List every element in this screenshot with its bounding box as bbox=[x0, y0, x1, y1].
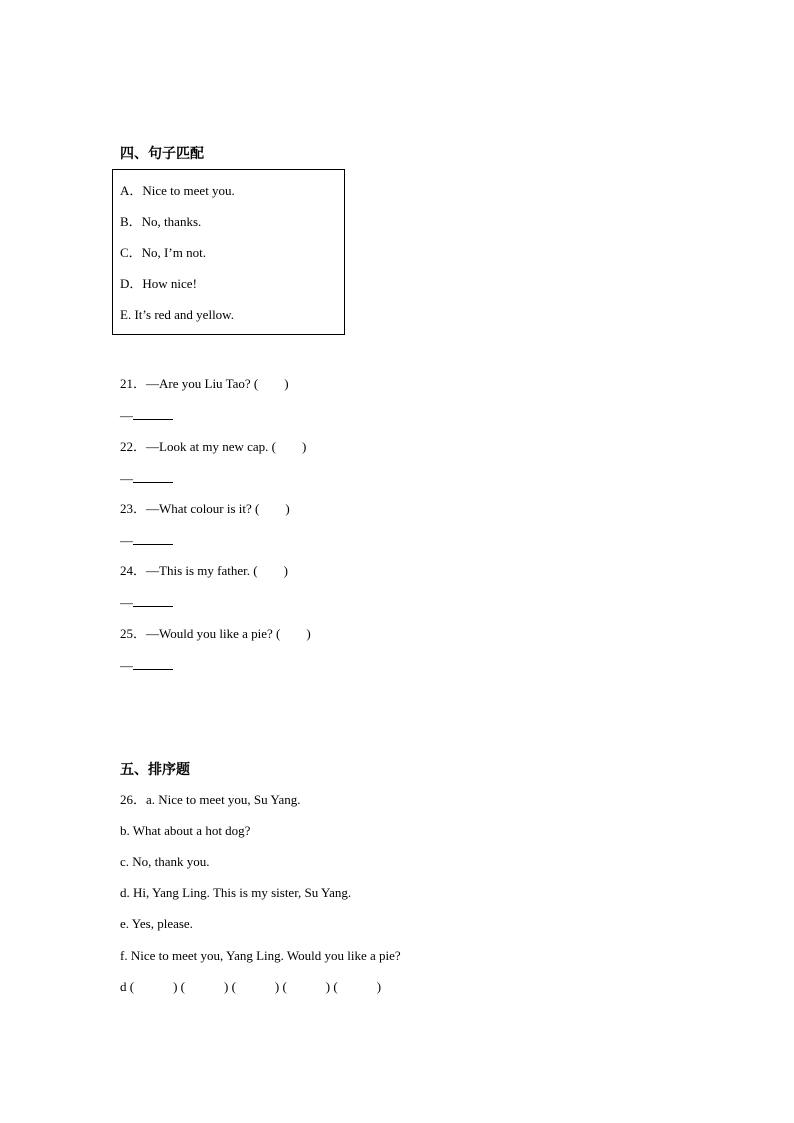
option-label: A． bbox=[120, 183, 143, 198]
answer-line-23[interactable] bbox=[120, 532, 173, 549]
option-label: D． bbox=[120, 276, 143, 291]
option-text: No, I’m not. bbox=[141, 245, 206, 260]
question-22 bbox=[120, 439, 306, 455]
question-number: 21． bbox=[120, 376, 147, 391]
option-label: E. bbox=[120, 307, 132, 322]
answer-dash: — bbox=[120, 471, 133, 486]
option-text: It’s red and yellow. bbox=[134, 307, 234, 322]
answer-line-25[interactable] bbox=[120, 657, 173, 674]
sentence-f: f. Nice to meet you, Yang Ling. Would you like a pie? bbox=[120, 948, 401, 963]
question-text: —What colour is it? ( ) bbox=[146, 501, 290, 516]
order-answer-line[interactable]: d ( ) ( ) ( ) ( ) ( ) bbox=[120, 979, 382, 994]
option-b bbox=[120, 214, 201, 230]
option-text: Nice to meet you. bbox=[142, 183, 235, 198]
option-a bbox=[120, 183, 235, 199]
question-number: 23． bbox=[120, 501, 147, 516]
sentence-c: c. No, thank you. bbox=[120, 854, 210, 869]
option-d bbox=[120, 276, 197, 292]
answer-dash: — bbox=[120, 533, 133, 548]
question-text: —Would you like a pie? ( ) bbox=[146, 626, 311, 641]
answer-dash: — bbox=[120, 658, 133, 673]
option-text: No, thanks. bbox=[141, 214, 202, 229]
question-text: —Look at my new cap. ( ) bbox=[146, 439, 307, 454]
answer-line-22[interactable] bbox=[120, 470, 173, 487]
option-c bbox=[120, 245, 206, 261]
option-e bbox=[120, 307, 234, 323]
section-5-heading: 五、排序题 bbox=[120, 762, 190, 778]
answer-blank[interactable] bbox=[133, 470, 173, 483]
question-number: 22． bbox=[120, 439, 147, 454]
answer-blank[interactable] bbox=[133, 594, 173, 607]
question-24 bbox=[120, 563, 288, 579]
answer-blank[interactable] bbox=[133, 532, 173, 545]
sentence-d: d. Hi, Yang Ling. This is my sister, Su Yang. bbox=[120, 885, 352, 900]
question-text: —This is my father. ( ) bbox=[146, 563, 288, 578]
sentence-b: b. What about a hot dog? bbox=[120, 823, 251, 838]
answer-dash: — bbox=[120, 595, 133, 610]
option-text: How nice! bbox=[142, 276, 197, 291]
question-number: 24． bbox=[120, 563, 147, 578]
answer-dash: — bbox=[120, 408, 133, 423]
answer-line-21[interactable] bbox=[120, 407, 173, 424]
question-25 bbox=[120, 626, 311, 642]
question-number: 25． bbox=[120, 626, 147, 641]
section-4-heading: 四、句子匹配 bbox=[120, 146, 204, 162]
sentence-e: e. Yes, please. bbox=[120, 916, 193, 931]
question-21 bbox=[120, 376, 289, 392]
option-label: B． bbox=[120, 214, 142, 229]
sentence-a: 26．a. Nice to meet you, Su Yang. bbox=[120, 792, 301, 807]
question-text: —Are you Liu Tao? ( ) bbox=[146, 376, 289, 391]
answer-blank[interactable] bbox=[133, 657, 173, 670]
option-label: C． bbox=[120, 245, 142, 260]
answer-blank[interactable] bbox=[133, 407, 173, 420]
question-23 bbox=[120, 501, 290, 517]
answer-line-24[interactable] bbox=[120, 594, 173, 611]
